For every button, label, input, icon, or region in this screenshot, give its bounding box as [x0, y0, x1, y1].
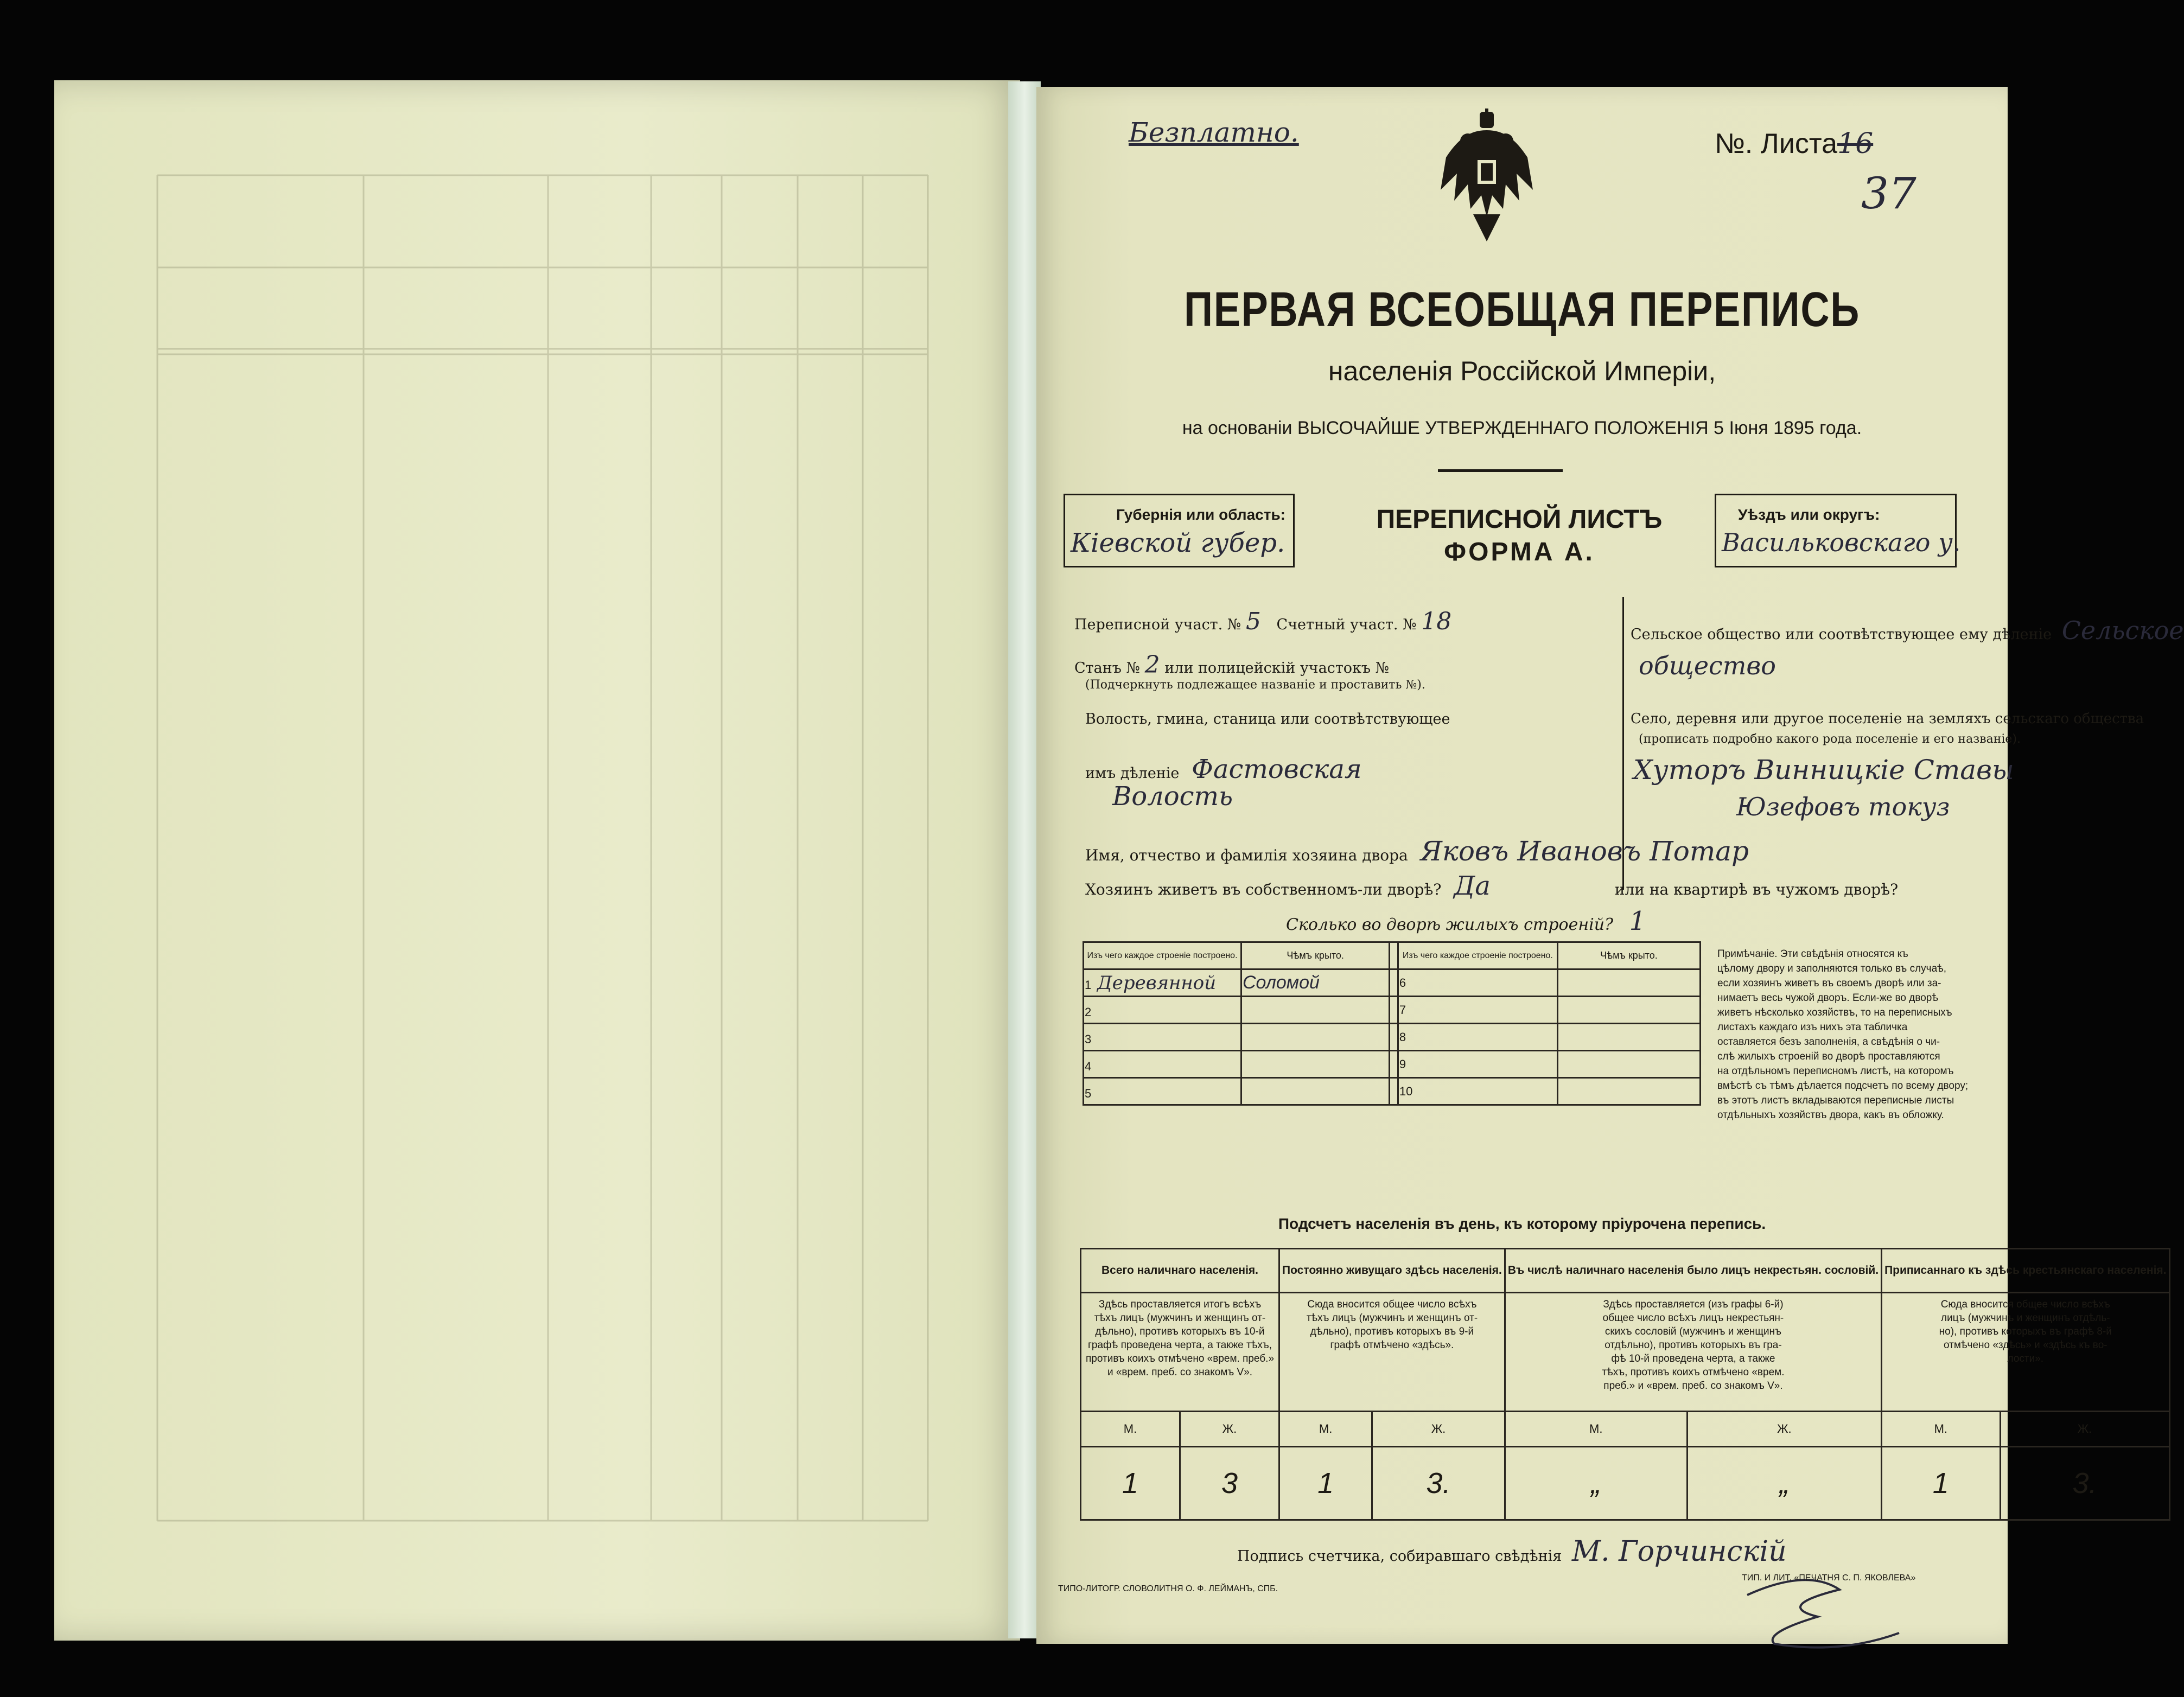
note-line: отдѣльныхъ хозяйствъ двора, какъ въ обложку.: [1717, 1109, 1944, 1121]
buildings-row: [1084, 1024, 1701, 1051]
count-description-line: тѣхъ лицъ (мужчинъ и женщинъ от-: [1306, 1312, 1478, 1324]
free-label: Безплатно.: [1129, 117, 1299, 148]
buildings-cell: [1390, 997, 1398, 1024]
count-description-line: и «врем. преб. со знакомъ V».: [1107, 1367, 1253, 1378]
uezd-box: Уѣздъ или округъ: Васильковскаго у.: [1715, 494, 1957, 567]
owner-field: Имя, отчество и фамилія хозяина двора Яковъ Ивановъ Потар: [1085, 835, 1749, 867]
form-name-line2: ФОРМА А.: [1444, 538, 1595, 566]
count-column-header: Въ числѣ наличнаго населенія было лицъ некрестьян. сословій.: [1505, 1249, 1881, 1293]
title-ornament: [1438, 469, 1563, 472]
count-column-description: [1279, 1293, 1505, 1412]
buildings-cell: [1084, 1024, 1241, 1051]
building-number: 7: [1398, 997, 1557, 1024]
buildings-cell: [1084, 969, 1241, 997]
building-number: 10: [1398, 1078, 1557, 1105]
building-number: 5: [1085, 1086, 1092, 1100]
note-line: живетъ нѣсколько хозяйствъ, то на переписныхъ: [1717, 1007, 1952, 1018]
count-description-line: графѣ проведена черта, а также тѣхъ,: [1087, 1339, 1272, 1351]
count-description-line: Здѣсь проставляется (изъ графы 6-й): [1603, 1299, 1784, 1310]
buildings-cell: [1084, 1051, 1241, 1078]
building-number: 9: [1398, 1051, 1557, 1078]
buildings-cell: [1557, 1078, 1700, 1105]
count-m-label: М.: [1081, 1412, 1180, 1447]
count-description-line: но), противъ которыхъ въ графѣ 8-й: [1939, 1326, 2112, 1337]
count-column-header: Постоянно живущаго здѣсь населенія.: [1279, 1249, 1505, 1293]
buildings-table: Изъ чего каждое строеніе построено. Чѣмъ крыто. Изъ чего каждое строеніе построено. Чѣмъ крыто. 1 Деревянной Соломой 6 2 7 3 8 4 9 5 10: [1083, 941, 1701, 1106]
count-description-line: отдѣльно), противъ которыхъ въ гра-: [1604, 1339, 1782, 1351]
count-column-description: [1882, 1293, 2169, 1412]
form-name-line1: ПЕРЕПИСНОЙ ЛИСТЪ: [1376, 505, 1663, 534]
building-number: 1: [1085, 978, 1092, 992]
count-m-value: 1: [1081, 1447, 1180, 1520]
buildings-cell: [1084, 1078, 1241, 1105]
perepisnoi-field: Переписной участ. № 5 Счетный участ. № 18: [1074, 608, 1452, 635]
printer-left: ТИПО-ЛИТОГР. СЛОВОЛИТНЯ О. Ф. ЛЕЙМАНЪ, СПБ.: [1058, 1584, 1278, 1593]
count-description-line: тѣхъ, противъ коихъ отмѣчено «врем.: [1602, 1367, 1785, 1378]
stan-field: Станъ № 2 или полицейскій участокъ №: [1074, 651, 1390, 679]
count-description-line: тѣхъ лицъ (мужчинъ и женщинъ от-: [1094, 1312, 1266, 1324]
census-subtitle: населенія Россійской Имперіи,: [1328, 356, 1716, 386]
count-m-label: М.: [1882, 1412, 2000, 1447]
count-description-line: фѣ 10-й проведена черта, а также: [1611, 1353, 1775, 1364]
buildings-cell: [1557, 1051, 1700, 1078]
ghost-ruled-grid: [157, 175, 928, 1521]
count-table: [1080, 1248, 2170, 1521]
building-roof: Соломой: [1241, 969, 1389, 997]
count-zh-label: Ж.: [1372, 1412, 1505, 1447]
village-value-2: Юзефовъ токуз: [1736, 792, 1950, 821]
count-column-description: [1505, 1293, 1881, 1412]
printer-right: ТИП. И ЛИТ. «ПЕЧАТНЯ С. П. ЯКОВЛЕВА»: [1742, 1573, 1916, 1583]
buildings-count-field: Сколько во дворѣ жилыхъ строеній? 1: [1286, 906, 1646, 936]
buildings-cell: [1557, 1024, 1700, 1051]
underline-note: (Подчеркнуть подлежащее названіе и проставить №).: [1085, 678, 1425, 692]
buildings-cell: [1390, 1078, 1398, 1105]
gubernia-box: Губернія или область: Кіевской губер.: [1064, 494, 1295, 567]
note-line: если хозяинъ живетъ въ своемъ дворѣ или за-: [1717, 978, 1941, 989]
count-column-header: Приписаннаго къ здѣсь крестьянскаго населенія.: [1882, 1249, 2169, 1293]
count-description-line: общее число всѣхъ лицъ некрестьян-: [1602, 1312, 1784, 1324]
note-line: цѣлому двору и заполняются только въ случаѣ,: [1717, 963, 1947, 974]
buildings-row: [1084, 1051, 1701, 1078]
sheet-number-label: №. Листа16: [1715, 127, 1874, 160]
buildings-cell: [1390, 1024, 1398, 1051]
buildings-cell: [1390, 969, 1398, 997]
building-number: 3: [1085, 1032, 1092, 1046]
buildings-cell: [1557, 997, 1700, 1024]
count-zh-label: Ж.: [1687, 1412, 1881, 1447]
count-description-line: дѣльно), противъ которыхъ въ 9-й: [1310, 1326, 1474, 1337]
sheet-number-handwritten: 37: [1861, 168, 1916, 219]
note-line: листахъ каждаго изъ нихъ эта табличка: [1717, 1022, 1908, 1033]
building-roof: [1241, 997, 1389, 1024]
count-title: Подсчетъ населенія въ день, къ которому пріурочена перепись.: [1278, 1215, 1766, 1232]
count-description-line: дѣльно), противъ которыхъ въ 10-й: [1095, 1326, 1265, 1337]
volost-label-2: имъ дѣленіе Фастовская: [1085, 754, 1362, 784]
buildings-cell: [1084, 997, 1241, 1024]
count-description-line: скихъ сословій (мужчинъ и женщинъ: [1604, 1326, 1782, 1337]
count-zh-label: Ж.: [2000, 1412, 2169, 1447]
village-note: (прописать подробно какого рода поселеніе и его названіе).: [1639, 732, 2021, 746]
building-number: 6: [1398, 969, 1557, 997]
signature-value: М. Горчинскій: [1571, 1535, 1787, 1568]
building-roof: [1241, 1024, 1389, 1051]
society-field: Сельское общество или соотвѣтствующее ему дѣленіе Сельское: [1631, 616, 2184, 645]
count-zh-value: 3.: [2000, 1447, 2169, 1520]
uezd-value: Васильковскаго у.: [1722, 528, 1961, 557]
note-line: въ этотъ листъ вкладываются переписные листы: [1717, 1095, 1954, 1106]
owner-value: Яковъ Ивановъ Потар: [1420, 835, 1749, 867]
count-m-label: М.: [1279, 1412, 1372, 1447]
count-column-description: [1081, 1293, 1279, 1412]
count-zh-value: 3: [1180, 1447, 1279, 1520]
imperial-eagle-emblem: [1435, 109, 1538, 244]
note-line: на отдѣльномъ переписномъ листѣ, на которомъ: [1717, 1066, 1954, 1077]
note-line: слѣ жилыхъ строеній во дворѣ проставляются: [1717, 1051, 1940, 1062]
village-value: Хуторъ Винницкіе Ставы: [1633, 754, 2014, 786]
book-spine: [1008, 81, 1041, 1638]
building-number: 2: [1085, 1005, 1092, 1019]
buildings-row: [1084, 969, 1701, 997]
note-line: Примѣчаніе. Эти свѣдѣнія относятся къ: [1717, 948, 1908, 960]
count-description-line: противъ коихъ отмѣчено «врем. преб.»: [1086, 1353, 1275, 1364]
count-zh-label: Ж.: [1180, 1412, 1279, 1447]
volost-label: Волость, гмина, станица или соотвѣтствующее: [1085, 711, 1450, 728]
count-m-value: „: [1505, 1447, 1687, 1520]
buildings-cell: [1557, 969, 1700, 997]
count-zh-value: „: [1687, 1447, 1881, 1520]
note-line: нимаетъ весь чужой дворъ. Если-же во дворѣ: [1717, 992, 1938, 1004]
census-main-title: ПЕРВАЯ ВСЕОБЩАЯ ПЕРЕПИСЬ: [1184, 283, 1860, 337]
count-m-label: М.: [1505, 1412, 1687, 1447]
count-description-line: лицъ (мужчинъ и женщинъ отдѣль-: [1941, 1312, 2110, 1324]
census-form-page: [1036, 87, 2184, 1644]
note-block: [1717, 947, 1969, 1122]
own-yard-field: Хозяинъ живетъ въ собственномъ-ли дворѣ? Да или на квартирѣ въ чужомъ дворѣ?: [1085, 871, 1899, 901]
count-description-line: отмѣчено «здѣсь» и «здѣсь къ во-: [1943, 1339, 2107, 1351]
count-zh-value: 3.: [1372, 1447, 1505, 1520]
note-line: оставляется безъ заполненія, а свѣдѣнія о чи-: [1717, 1036, 1940, 1048]
count-m-value: 1: [1279, 1447, 1372, 1520]
building-roof: [1241, 1078, 1389, 1105]
count-description-line: графѣ отмѣчено «здѣсь».: [1330, 1339, 1454, 1351]
note-line: вмѣстѣ съ тѣмъ дѣлается подсчетъ по всему двору;: [1717, 1080, 1969, 1092]
volost-value: Фастовская: [1192, 754, 1362, 784]
village-label: Село, деревня или другое поселеніе на земляхъ сельскаго общества: [1631, 711, 2144, 727]
volost-value-2: Волость: [1112, 781, 1233, 812]
count-column-header: Всего наличнаго населенія.: [1081, 1249, 1279, 1293]
count-description-line: лости».: [2007, 1353, 2044, 1364]
census-basis: на основаніи ВЫСОЧАЙШЕ УТВЕРЖДЕННАГО ПОЛОЖЕНІЯ 5 Іюня 1895 года.: [1182, 418, 1862, 438]
signature-flourish: [1742, 1573, 1905, 1660]
count-description-line: преб.» и «врем. преб. со знакомъ V».: [1603, 1380, 1783, 1392]
building-material: Деревянной: [1091, 972, 1217, 994]
count-description-line: Сюда вносится общее число всѣхъ: [1940, 1299, 2110, 1310]
buildings-row: [1084, 997, 1701, 1024]
count-description-line: Сюда вносится общее число всѣхъ: [1307, 1299, 1477, 1310]
society-value-2: общество: [1639, 651, 1776, 680]
building-number: 4: [1085, 1059, 1092, 1073]
buildings-cell: [1390, 1051, 1398, 1078]
building-number: 8: [1398, 1024, 1557, 1051]
count-m-value: 1: [1882, 1447, 2000, 1520]
gubernia-value: Кіевской губер.: [1071, 528, 1285, 558]
count-description-line: Здѣсь проставляется итогъ всѣхъ: [1098, 1299, 1262, 1310]
building-roof: [1241, 1051, 1389, 1078]
left-page: [54, 80, 1020, 1641]
signature-field: Подпись счетчика, собиравшаго свѣдѣнія М. Горчинскій: [1237, 1535, 1787, 1568]
buildings-row: [1084, 1078, 1701, 1105]
